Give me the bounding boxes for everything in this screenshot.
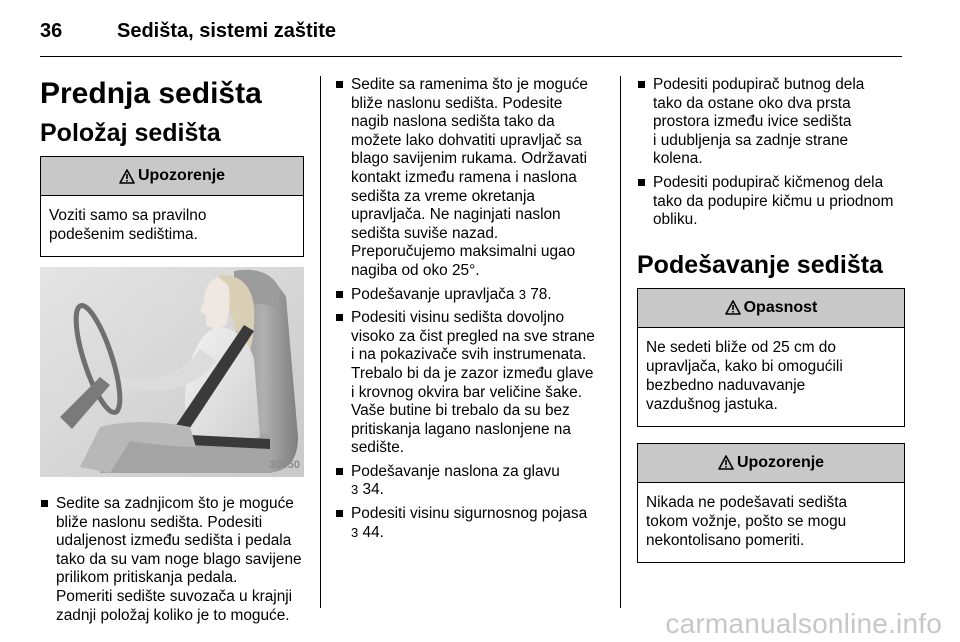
page-header	[40, 20, 902, 58]
list-line: bliže naslonu sedišta. Podesiti	[56, 513, 263, 531]
list-line: tako da su vam noge blago savijene	[56, 550, 302, 568]
list-line: Sedite sa zadnjicom što je moguće	[56, 495, 294, 512]
danger-line: bezbedno naduvavanje	[646, 376, 806, 394]
danger-line: Ne sedeti bliže od 25 cm do	[646, 338, 836, 356]
list-line: možete lako dohvatiti upravljač sa	[351, 131, 582, 149]
warning-line: nekontolisano pomeriti.	[646, 531, 805, 549]
warning-triangle-icon	[725, 300, 741, 315]
warning-label: Upozorenje	[137, 167, 226, 184]
bullet-list	[637, 76, 905, 230]
left-column	[40, 76, 304, 630]
list-line: prostora između ivice sedišta	[653, 113, 852, 131]
page-reference-arrow-icon: 3	[518, 286, 526, 302]
list-line: prilikom pritiskanja pedala.	[56, 569, 238, 587]
warning-line: podešenim sedištima.	[49, 226, 198, 243]
page-reference[interactable]: 34.	[362, 481, 384, 499]
list-item	[335, 309, 605, 458]
list-line: tako da ostane oko dva prsta	[653, 94, 851, 112]
seat-position-illustration	[40, 267, 304, 477]
page-title: Sedišta, sistemi zaštite	[117, 20, 336, 42]
list-line: obliku.	[653, 211, 698, 229]
list-line: Podesiti visinu sedišta dovoljno	[351, 309, 565, 327]
warning-triangle-icon	[119, 169, 135, 184]
subsection-title: Položaj sedišta	[40, 119, 221, 147]
driver-seat-image	[40, 267, 304, 477]
page-reference-arrow-icon: 3	[351, 524, 359, 540]
list-line: blago savijenim rukama. Održavati	[351, 150, 588, 168]
list-line: sedište.	[351, 439, 405, 457]
danger-line: upravljača, kako bi omogućili	[646, 357, 843, 375]
right-column	[637, 76, 905, 563]
warning-header	[638, 444, 904, 483]
figure-code: 30050	[269, 459, 300, 471]
middle-column	[335, 76, 605, 547]
list-line: zadnji položaj koliko je to moguće.	[56, 606, 290, 624]
list-line: Podesiti podupirač kičmenog dela	[653, 173, 884, 191]
page-reference-arrow-icon: 3	[351, 482, 359, 498]
bullet-list	[40, 495, 304, 625]
list-line: i krovnog okvira bar veličine šake.	[351, 383, 582, 401]
list-line: bliže naslonu sedišta. Podesite	[351, 94, 563, 112]
list-line: nagiba od oko 25°.	[351, 261, 480, 279]
list-line: sedišta za vreme okretanja	[351, 187, 535, 205]
list-item	[637, 174, 905, 230]
list-text: Podešavanje upravljača	[351, 285, 515, 303]
warning-box	[40, 156, 304, 257]
warning-triangle-icon	[718, 455, 734, 470]
list-line: kontakt između ramena i naslona	[351, 168, 577, 186]
list-item	[335, 463, 605, 500]
list-item	[335, 505, 605, 542]
list-line: sedišta suviše nazad.	[351, 224, 499, 242]
list-item	[335, 76, 605, 281]
warning-text	[41, 196, 303, 256]
danger-label: Opasnost	[743, 298, 818, 316]
page-reference[interactable]: 44.	[362, 523, 384, 541]
bullet-list	[335, 76, 605, 542]
danger-box	[637, 288, 905, 427]
danger-header	[638, 289, 904, 328]
list-line: Podesiti podupirač butnog dela	[653, 76, 865, 93]
danger-line: vazdušnog jastuka.	[646, 395, 778, 413]
column-divider	[620, 76, 621, 608]
list-line: pritiskanja lagano naslonjene na	[351, 420, 571, 438]
warning-line: tokom vožnje, pošto se mogu	[646, 512, 847, 530]
list-line: i udubljenja sa zadnje strane	[653, 131, 849, 149]
header-rule	[40, 56, 902, 57]
column-divider	[320, 76, 321, 608]
list-line: tako da podupire kičmu u priodnom	[653, 192, 894, 210]
list-line: kolena.	[653, 150, 703, 168]
watermark: carmanualsonline.info	[665, 608, 942, 639]
list-text: Podesiti visinu sigurnosnog pojasa	[351, 505, 588, 523]
list-line: nagib naslona sedišta tako da	[351, 113, 555, 131]
danger-text	[638, 328, 904, 426]
list-line: i na pokazivače svih instrumenata.	[351, 346, 587, 364]
list-line: Pomeriti sedište suvozača u krajnji	[56, 587, 293, 605]
list-line: visoko za čist pregled na sve strane	[351, 327, 595, 345]
warning-line: Nikada ne podešavati sedišta	[646, 493, 848, 511]
list-line: Preporučujemo maksimalni ugao	[351, 243, 576, 261]
warning-line: Voziti samo sa pravilno	[49, 207, 207, 224]
list-item	[335, 286, 605, 305]
subsection-title: Podešavanje sedišta	[637, 250, 883, 279]
list-line: udaljenost između sedišta i pedala	[56, 532, 292, 550]
page-reference[interactable]: 78.	[530, 285, 552, 303]
page-number: 36	[40, 20, 63, 42]
warning-header	[41, 157, 303, 196]
list-item	[637, 76, 905, 169]
list-item	[40, 495, 304, 625]
list-text: Podešavanje naslona za glavu	[351, 462, 560, 480]
section-title: Prednja sedišta	[40, 77, 262, 110]
warning-text	[638, 483, 904, 562]
list-line: Vaše butine bi trebalo da su bez	[351, 402, 570, 420]
warning-box	[637, 443, 905, 563]
list-line: upravljača. Ne naginjati naslon	[351, 206, 561, 224]
list-line: Sedite sa ramenima što je moguće	[351, 76, 588, 93]
list-line: Trebalo bi da je zazor između glave	[351, 364, 594, 382]
warning-label: Upozorenje	[736, 453, 825, 471]
